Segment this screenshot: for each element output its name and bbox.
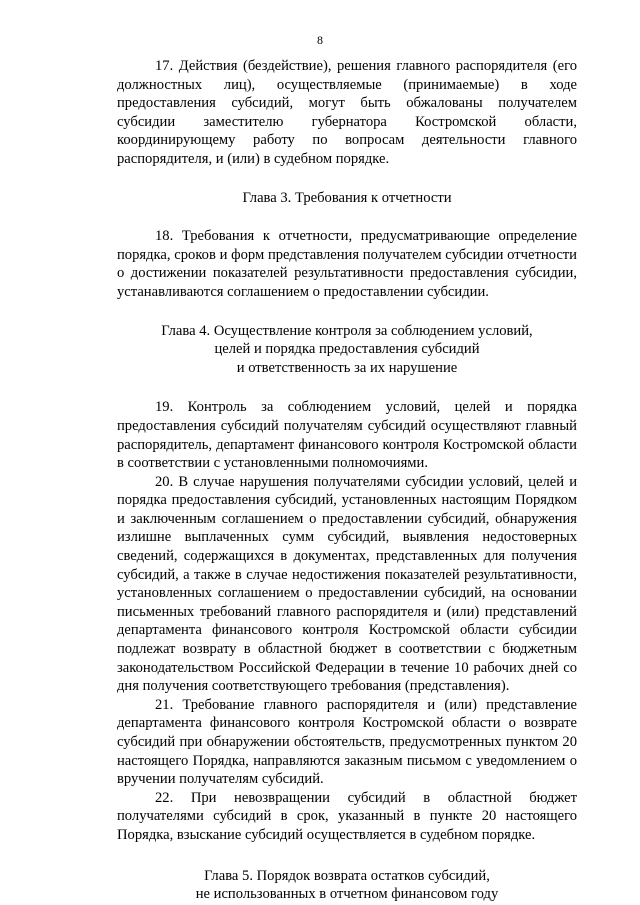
paragraph-20: 20. В случае нарушения получателями субсидии условий, целей и порядка предоставления субсидий, установленных настоящим Порядком и заключенным соглашением о предоставлении субсидий, обнаружения излишне выплаченных сумм субсидий, выявления недостоверных сведений, содержащихся в документах, представленных для получения субсидий, а также в случае недостижения показателей результативности, установленных соглашением о предоставлении субсидий, на основании письменных требований главного распорядителя и (или) представлений департамента финансового контроля Костромской области субсидии подлежат возврату в областной бюджет в соответствии с бюджетным законодательством Российской Федерации в течение 10 рабочих дней со дня получения соответствующего требования (представления). — [117, 473, 577, 695]
chapter-5-title-line-1: Глава 5. Порядок возврата остатков субсидий, — [204, 867, 490, 884]
chapter-3-heading — [117, 189, 577, 208]
document-body — [117, 57, 577, 904]
paragraph-22: 22. При невозвращении субсидий в областной бюджет получателями субсидий в срок, указанный в пункте 20 настоящего Порядка, взыскание субсидий осуществляется в судебном порядке. — [117, 789, 577, 843]
paragraph-17: 17. Действия (бездействие), решения главного распорядителя (его должностных лиц), осуществляемые (принимаемые) в ходе предоставления субсидий, могут быть обжалованы получателем субсидии заместителю губернатора Костромской области, координирующему работу по вопросам деятельности главного распорядителя, и (или) в судебном порядке. — [117, 58, 577, 167]
paragraph-18: 18. Требования к отчетности, предусматривающие определение порядка, сроков и форм представления получателем субсидии отчетности о достижении показателей результативности предоставления субсидии, устанавливаются соглашением о предоставлении субсидии. — [117, 228, 577, 300]
chapter-3-title: Глава 3. Требования к отчетности — [242, 189, 452, 206]
chapter-5-heading — [117, 867, 577, 904]
chapter-4-title-line-2: целей и порядка предоставления субсидий — [214, 341, 480, 358]
paragraph-19: 19. Контроль за соблюдением условий, целей и порядка предоставления субсидий получателям субсидий осуществляют главный распорядитель, департамент финансового контроля Костромской области в соответствии с установленными полномочиями. — [117, 399, 577, 472]
chapter-4-title-line-1: Глава 4. Осуществление контроля за соблюдением условий, — [161, 322, 533, 339]
page-number: 8 — [317, 33, 323, 47]
chapter-4-title-line-3: и ответственность за их нарушение — [236, 359, 458, 376]
paragraph-21: 21. Требование главного распорядителя и (или) представление департамента финансового контроля Костромской области о возврате субсидий при обнаружении обстоятельств, предусмотренных пунктом 20 настоящего Порядка, направляются заказным письмом с уведомлением о вручении получателям субсидий. — [117, 696, 577, 788]
chapter-5-title-line-2: не использованных в отчетном финансовом году — [195, 886, 499, 903]
chapter-4-heading — [117, 322, 577, 378]
